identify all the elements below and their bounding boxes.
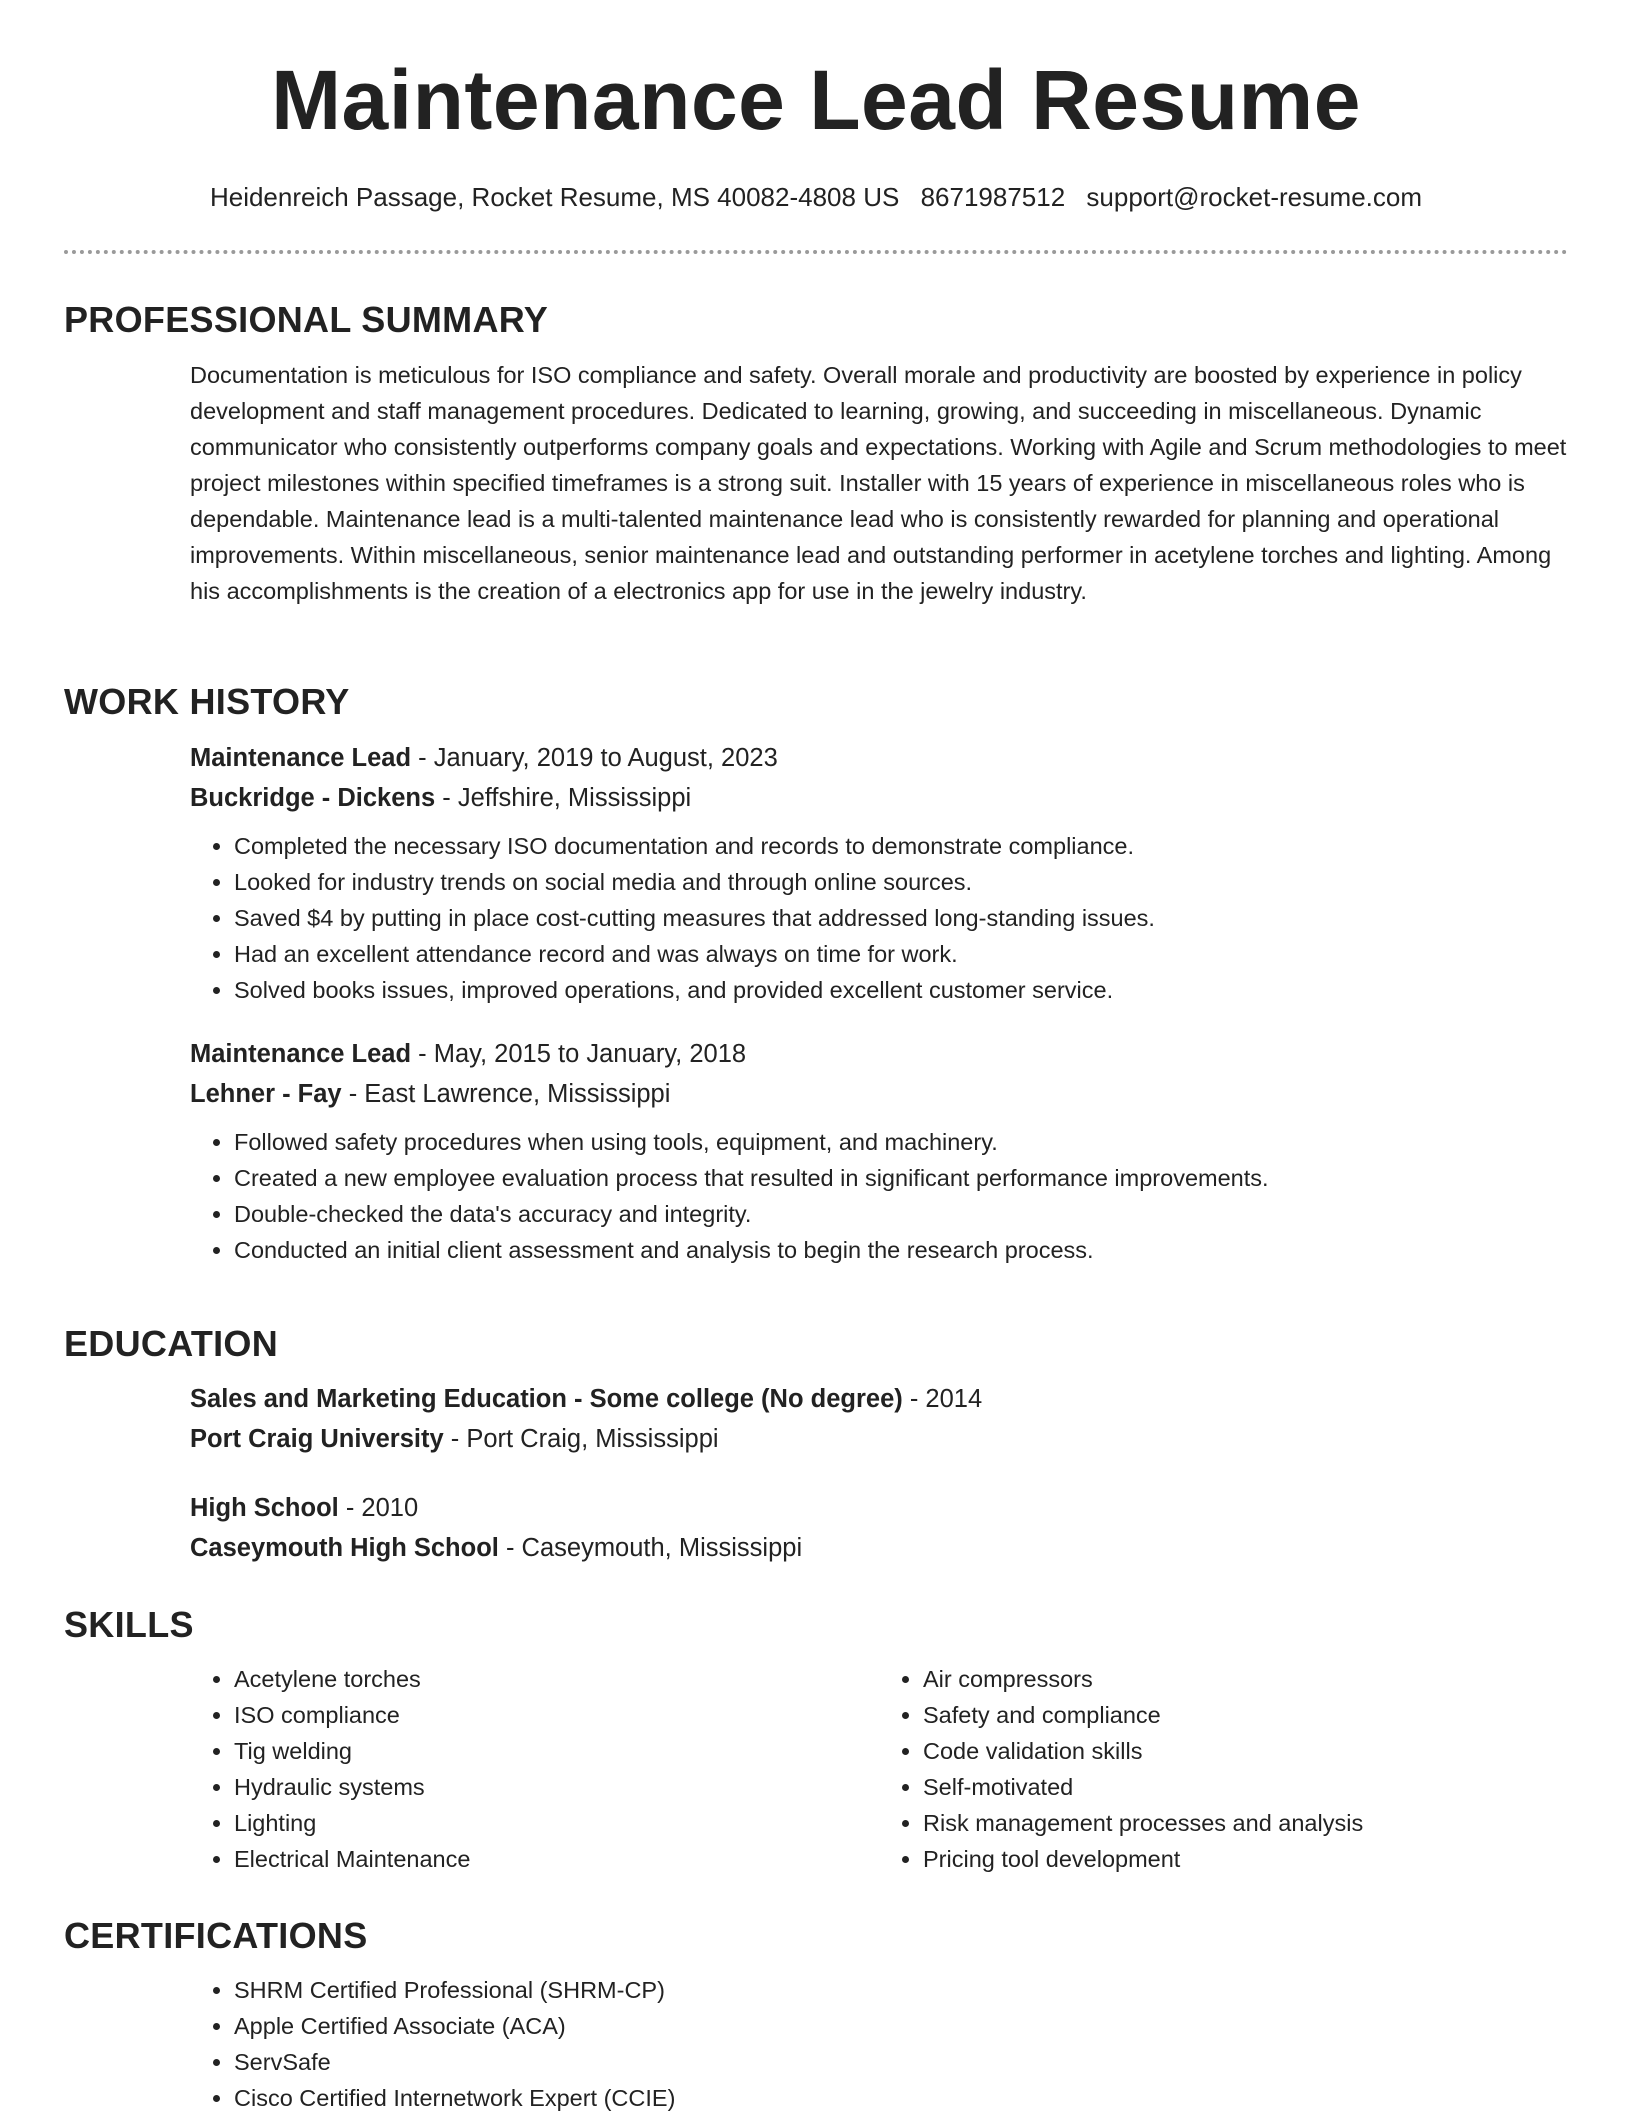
degree-line — [190, 1488, 1568, 1528]
skills-body — [190, 1661, 1568, 1877]
certifications-section — [64, 1914, 1568, 2112]
list-item: • Electrical Maintenance — [234, 1841, 879, 1877]
list-item: • Created a new employee evaluation process that resulted in significant performance improvements. — [234, 1160, 1568, 1196]
school-location: - Caseymouth, Mississippi — [498, 1534, 803, 1563]
job-bullets — [190, 828, 1568, 1008]
list-item: • SHRM Certified Professional (SHRM-CP) — [234, 1972, 1568, 2008]
skills-heading: SKILLS — [64, 1604, 194, 1645]
list-item: • Conducted an initial client assessment and analysis to begin the research process. — [234, 1232, 1568, 1268]
skills-columns — [190, 1661, 1568, 1877]
page-title: Maintenance Lead Resume — [271, 53, 1361, 147]
list-item: • Saved $4 by putting in place cost-cutting measures that addressed long-standing issues. — [234, 900, 1568, 936]
job-location: - Jeffshire, Mississippi — [435, 784, 692, 813]
list-item: • Acetylene torches — [234, 1661, 879, 1697]
job-company: Buckridge - Dickens — [190, 784, 436, 813]
summary-text: Documentation is meticulous for ISO compliance and safety. Overall morale and productivity are boosted by experience in policy development and staff management procedures. Dedicated to learning, growing, and succeeding in miscellaneous. Dynamic communicator who consistently outperforms company goals and expectations. Working with Agile and Scrum methodologies to meet project milestones within specified timeframes is a strong suit. Installer with 15 years of experience in miscellaneous roles who is dependable. Maintenance lead is a multi-talented maintenance lead who is consistently rewarded for planning and operational improvements. Within miscellaneous, senior maintenance lead and outstanding performer in acetylene torches and lighting. Among his accomplishments is the creation of a electronics app for use in the jewelry industry. — [190, 362, 1567, 605]
list-item: • ISO compliance — [234, 1697, 879, 1733]
list-item: • Pricing tool development — [923, 1841, 1568, 1877]
list-item: • Tig welding — [234, 1733, 879, 1769]
job-entry — [190, 738, 1568, 1008]
list-item: • Apple Certified Associate (ACA) — [234, 2008, 1568, 2044]
list-item: • Cisco Certified Internetwork Expert (CCIE) — [234, 2080, 1568, 2112]
list-item: • Followed safety procedures when using tools, equipment, and machinery. — [234, 1124, 1568, 1160]
job-dates: - January, 2019 to August, 2023 — [411, 744, 778, 773]
job-title-line — [190, 1034, 1568, 1074]
job-company-line — [190, 1074, 1568, 1114]
job-entry — [190, 1034, 1568, 1268]
job-title: Maintenance Lead — [190, 744, 412, 773]
contact-phone: 8671987512 — [920, 182, 1066, 212]
list-item: • Lighting — [234, 1805, 879, 1841]
list-item: • Self-motivated — [923, 1769, 1568, 1805]
work-section — [64, 680, 1568, 1268]
education-heading: EDUCATION — [64, 1323, 279, 1364]
education-entry — [190, 1379, 1568, 1459]
degree-line — [190, 1379, 1568, 1419]
job-bullets — [190, 1124, 1568, 1268]
list-item: • Safety and compliance — [923, 1697, 1568, 1733]
school: Caseymouth High School — [190, 1534, 499, 1563]
skills-list-left — [190, 1661, 879, 1877]
list-item: • Looked for industry trends on social media and through online sources. — [234, 864, 1568, 900]
list-item: • Solved books issues, improved operations, and provided excellent customer service. — [234, 972, 1568, 1008]
contact-address: Heidenreich Passage, Rocket Resume, MS 40082-4808 US — [209, 182, 900, 212]
degree-year: - 2014 — [902, 1385, 983, 1414]
contact-email: support@rocket-resume.com — [1086, 182, 1423, 212]
list-item: • Had an excellent attendance record and was always on time for work. — [234, 936, 1568, 972]
degree: High School — [190, 1494, 339, 1523]
summary-heading: PROFESSIONAL SUMMARY — [64, 299, 549, 340]
list-item: • Risk management processes and analysis — [923, 1805, 1568, 1841]
job-company: Lehner - Fay — [190, 1080, 342, 1109]
job-dates: - May, 2015 to January, 2018 — [411, 1040, 747, 1069]
certifications-list — [190, 1972, 1568, 2112]
job-title-line — [190, 738, 1568, 778]
work-heading: WORK HISTORY — [64, 681, 350, 722]
job-company-line — [190, 778, 1568, 818]
job-location: - East Lawrence, Mississippi — [341, 1080, 671, 1109]
certifications-heading: CERTIFICATIONS — [64, 1915, 368, 1956]
skills-section — [64, 1603, 1568, 1877]
school-line — [190, 1528, 1568, 1568]
summary-section — [64, 298, 1568, 609]
list-item: • Code validation skills — [923, 1733, 1568, 1769]
list-item: • Hydraulic systems — [234, 1769, 879, 1805]
degree-year: - 2010 — [338, 1494, 419, 1523]
school: Port Craig University — [190, 1425, 444, 1454]
list-item: • Double-checked the data's accuracy and integrity. — [234, 1196, 1568, 1232]
school-line — [190, 1419, 1568, 1459]
summary-body — [190, 357, 1568, 609]
contact-line — [0, 181, 1632, 215]
list-item: • ServSafe — [234, 2044, 1568, 2080]
list-item: • Completed the necessary ISO documentation and records to demonstrate compliance. — [234, 828, 1568, 864]
job-title: Maintenance Lead — [190, 1040, 412, 1069]
school-location: - Port Craig, Mississippi — [443, 1425, 719, 1454]
skills-list-right — [879, 1661, 1568, 1877]
education-entry — [190, 1488, 1568, 1568]
certifications-body — [190, 1972, 1568, 2112]
education-section — [64, 1322, 1568, 1568]
list-item: • Air compressors — [923, 1661, 1568, 1697]
header-divider — [64, 250, 1568, 254]
degree: Sales and Marketing Education - Some college (No degree) — [190, 1385, 903, 1414]
